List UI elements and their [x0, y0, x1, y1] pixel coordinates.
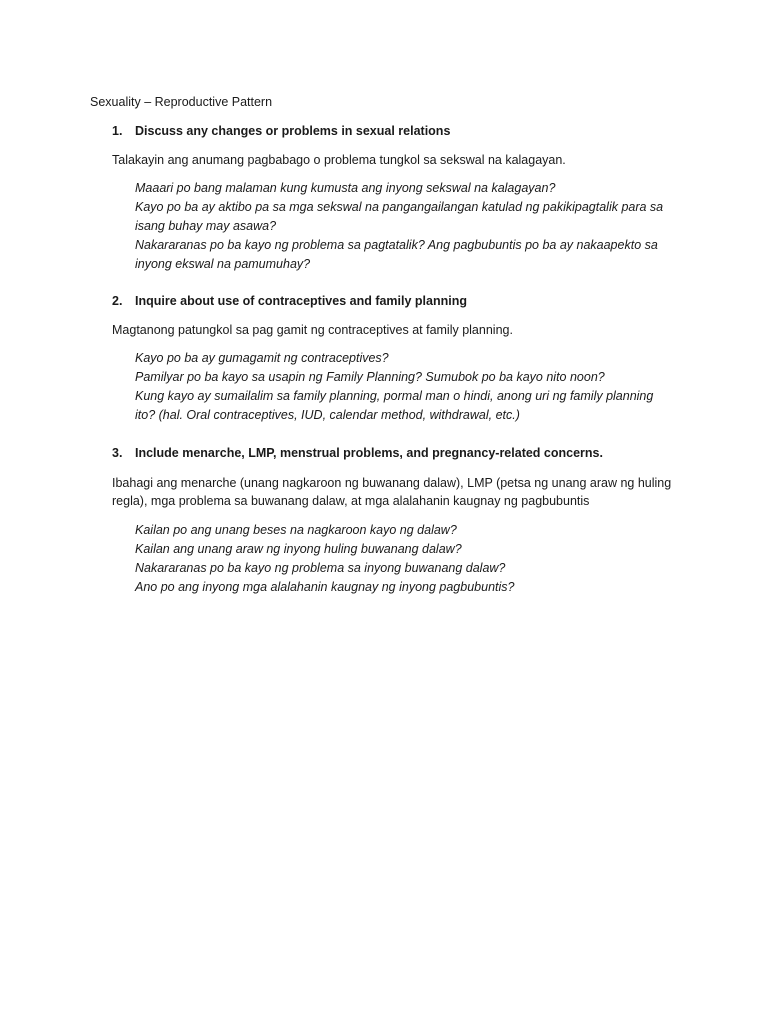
- question-item: Kailan ang unang araw ng inyong huling buwanang dalaw?: [135, 542, 462, 556]
- question-item: Pamilyar po ba kayo sa usapin ng Family Planning? Sumubok po ba kayo nito noon?: [135, 370, 605, 384]
- question-item: Nakararanas po ba kayo ng problema sa pagtatalik? Ang pagbubuntis po ba ay nakaapekto sa inyong ekswal na pamumuhay?: [135, 238, 658, 271]
- section-heading-text: Inquire about use of contraceptives and family planning: [135, 294, 467, 308]
- question-item: Maaari po bang malaman kung kumusta ang inyong sekswal na kalagayan?: [135, 181, 556, 195]
- section-heading: [112, 123, 450, 139]
- question-list: [135, 179, 675, 274]
- section-heading: [112, 293, 467, 309]
- question-item: Kayo po ba ay gumagamit ng contraceptives?: [135, 351, 389, 365]
- question-list: [135, 521, 675, 597]
- question-list: [135, 349, 675, 425]
- section-number: 1.: [112, 124, 123, 138]
- section-translation: Talakayin ang anumang pagbabago o problema tungkol sa sekswal na kalagayan.: [112, 153, 566, 167]
- section-heading-text: Include menarche, LMP, menstrual problems, and pregnancy-related concerns.: [135, 446, 603, 460]
- section-translation: Magtanong patungkol sa pag gamit ng contraceptives at family planning.: [112, 323, 513, 337]
- section-number: 3.: [112, 446, 123, 460]
- section-heading-text: Discuss any changes or problems in sexual relations: [135, 124, 451, 138]
- document-title: Sexuality – Reproductive Pattern: [90, 95, 273, 109]
- question-item: Kailan po ang unang beses na nagkaroon kayo ng dalaw?: [135, 523, 457, 537]
- question-item: Kayo po ba ay aktibo pa sa mga sekswal na pangangailangan katulad ng pakikipagtalik para sa isang buhay may asawa?: [135, 200, 664, 233]
- section-number: 2.: [112, 294, 123, 308]
- question-item: Ano po ang inyong mga alalahanin kaugnay ng inyong pagbubuntis?: [135, 580, 515, 594]
- section-translation: Ibahagi ang menarche (unang nagkaroon ng buwanang dalaw), LMP (petsa ng unang araw ng huling regla), mga problema sa buwanang dalaw, at mga alalahanin kaugnay ng pagbubuntis: [112, 476, 672, 508]
- question-item: Kung kayo ay sumailalim sa family planning, pormal man o hindi, anong uri ng family planning ito? (hal. Oral contraceptives, IUD, calendar method, withdrawal, etc.): [135, 389, 654, 422]
- section-heading: [112, 445, 603, 461]
- question-item: Nakararanas po ba kayo ng problema sa inyong buwanang dalaw?: [135, 561, 506, 575]
